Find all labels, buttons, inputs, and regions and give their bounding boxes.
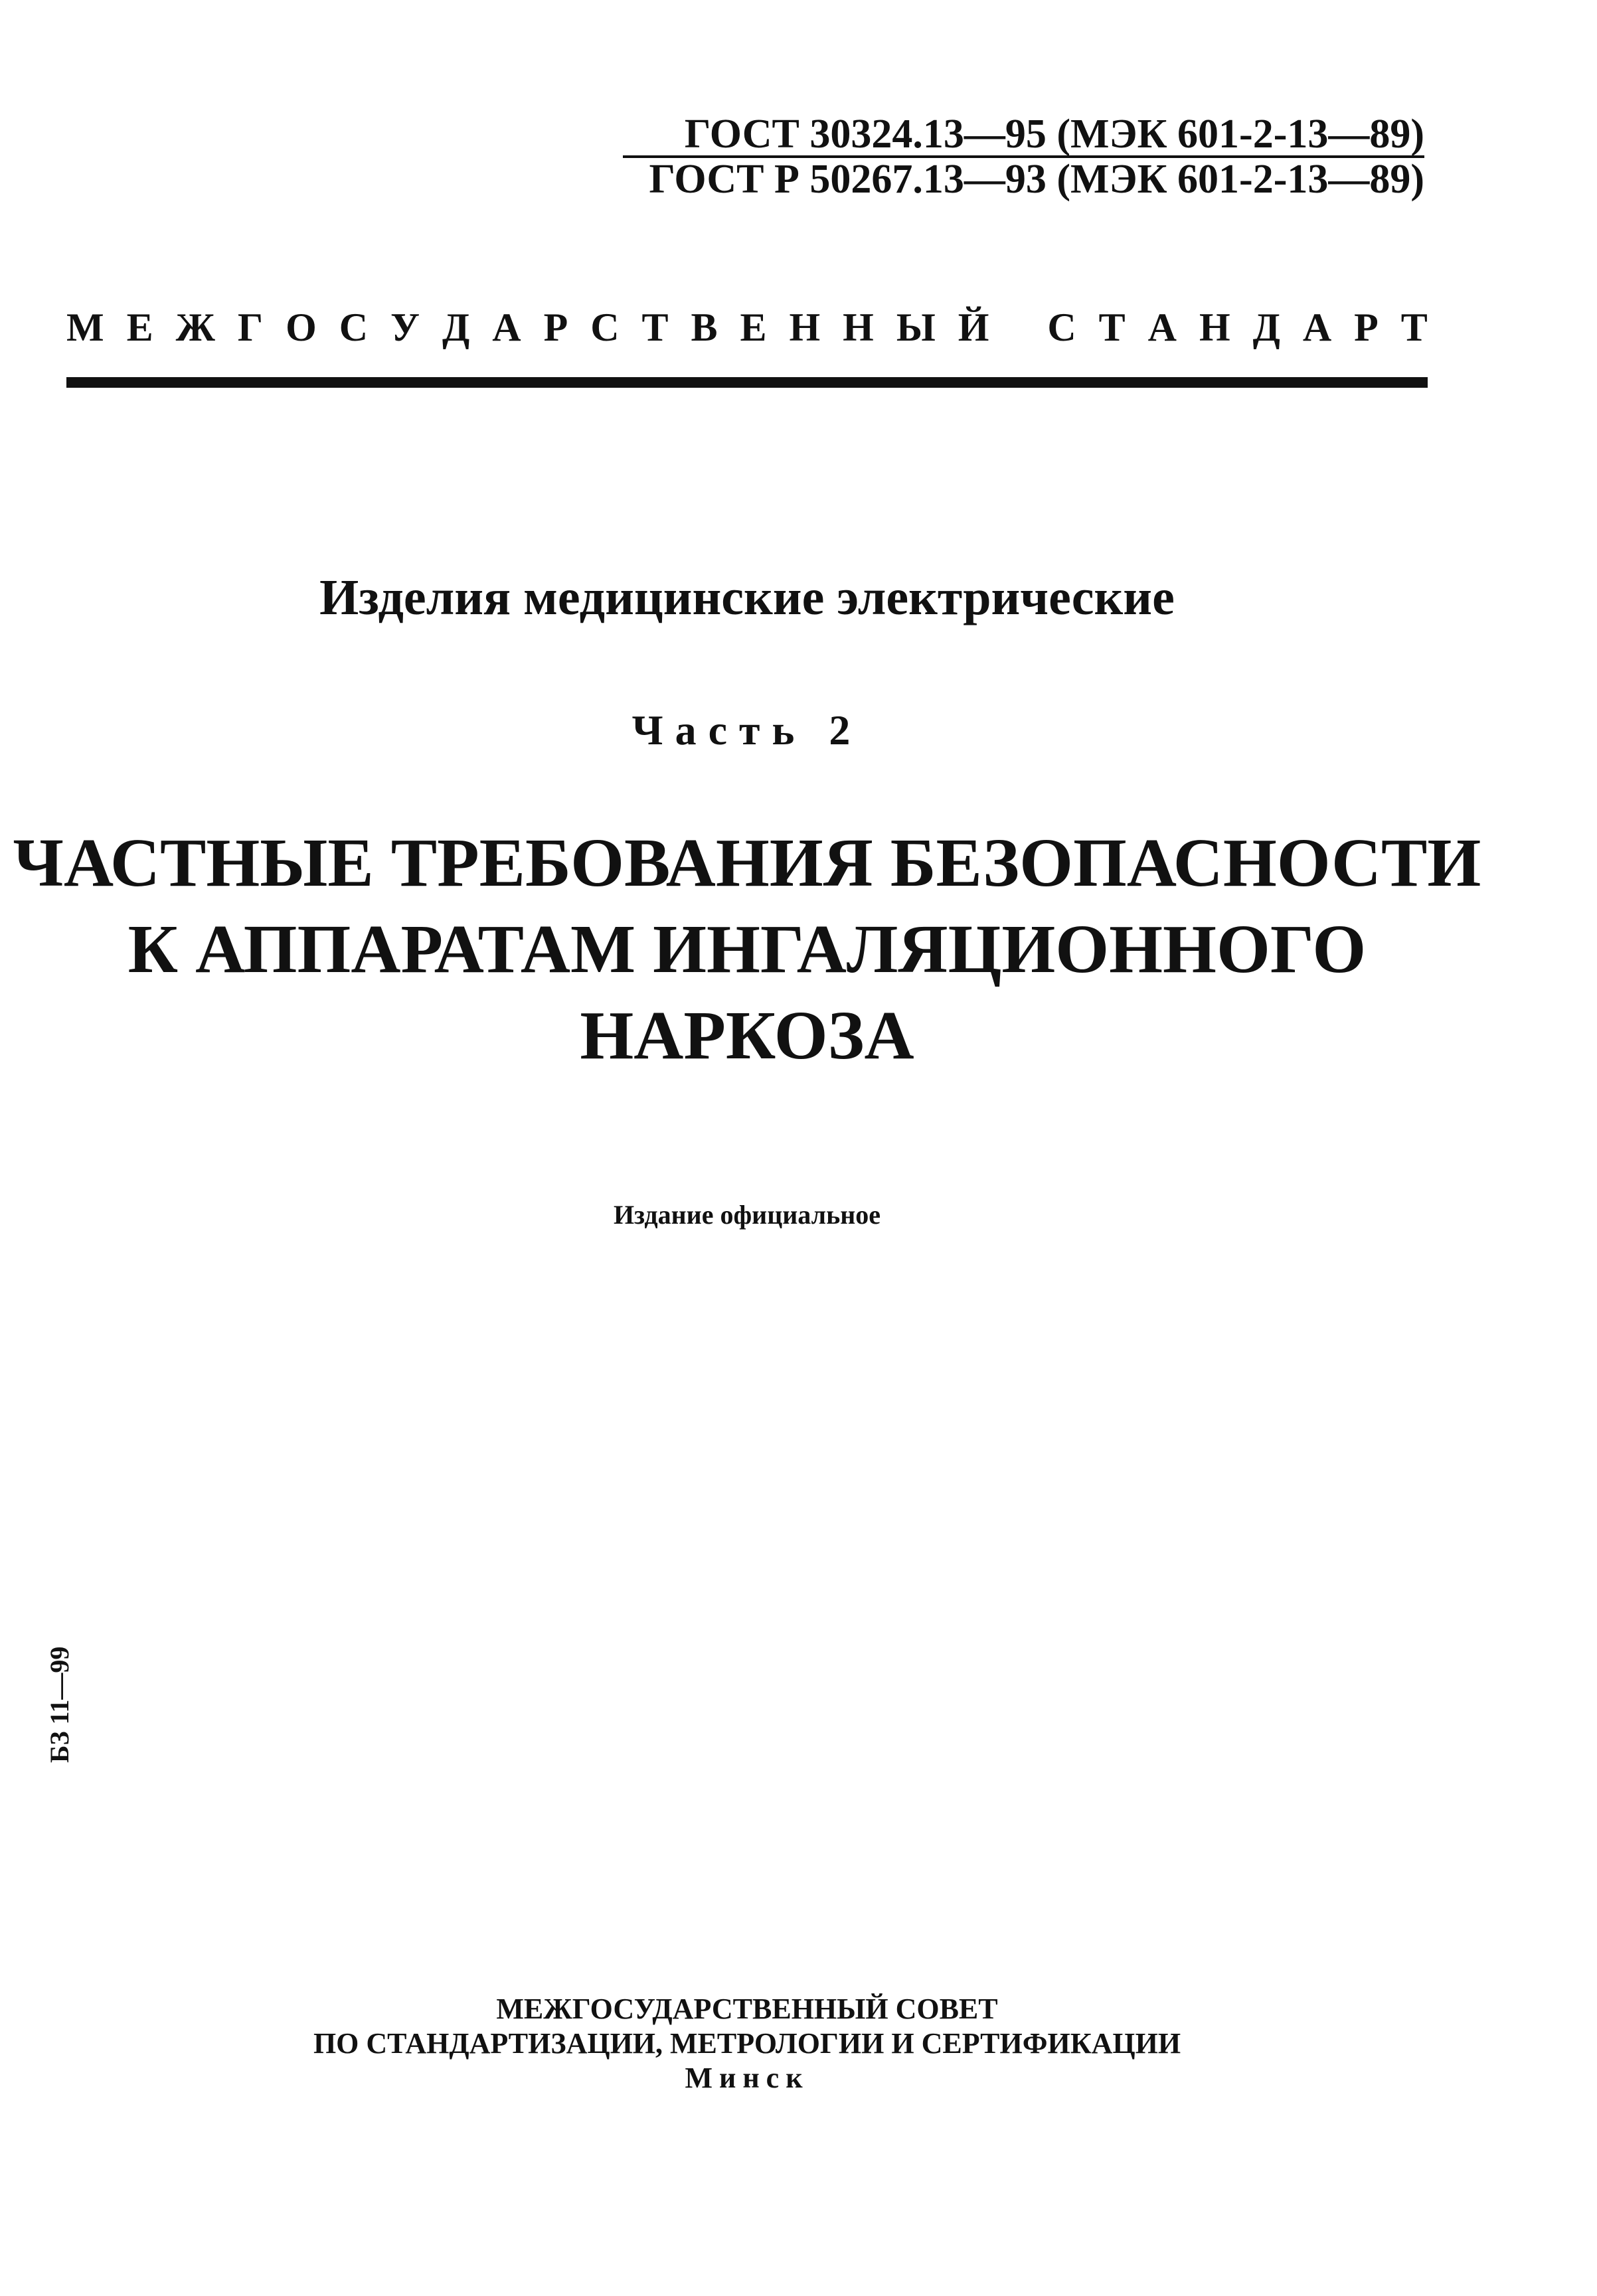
main-title-line-1: ЧАСТНЫЕ ТРЕБОВАНИЯ БЕЗОПАСНОСТИ <box>13 825 1481 901</box>
publisher-city: Минск <box>685 2062 809 2094</box>
standard-type-letter: О <box>286 305 317 349</box>
heading-divider <box>66 377 1428 388</box>
standard-type-letter: Д <box>1252 305 1280 349</box>
standard-type-letter: Н <box>789 305 821 349</box>
standard-type-letter: А <box>1147 305 1177 349</box>
designation-gost: ГОСТ 30324.13—95 (МЭК 601-2-13—89) <box>623 113 1425 158</box>
standard-type-letter: Й <box>958 305 989 349</box>
standard-type-heading <box>66 304 1428 351</box>
standard-type-letter: Д <box>442 305 470 349</box>
main-title-line-2: К АППАРАТАМ ИНГАЛЯЦИОННОГО <box>127 911 1367 987</box>
standard-designation <box>649 113 1425 201</box>
standard-type-letter: Ж <box>175 305 215 349</box>
document-part: Часть 2 <box>631 706 863 754</box>
catalog-mark: БЗ 11—99 <box>44 1646 74 1763</box>
standard-type-letter: Т <box>1400 305 1428 349</box>
publisher-line-1: МЕЖГОСУДАРСТВЕННЫЙ СОВЕТ <box>496 1993 998 2025</box>
standard-type-letter: Е <box>126 305 153 349</box>
edition-label: Издание официальное <box>613 1200 881 1230</box>
standard-type-letter: Т <box>1098 305 1126 349</box>
standard-type-letter: М <box>66 305 104 349</box>
standard-type-letter: Г <box>237 305 264 349</box>
document-main-title <box>0 820 1494 1079</box>
standard-type-letter: С <box>590 305 620 349</box>
standard-type-letter: Е <box>740 305 767 349</box>
standard-type-letter: Р <box>1354 305 1379 349</box>
standard-type-letter: Н <box>1199 305 1230 349</box>
standard-type-letter: Ы <box>896 305 936 349</box>
standard-type-letter: В <box>691 305 718 349</box>
designation-gost-r: ГОСТ Р 50267.13—93 (МЭК 601-2-13—89) <box>649 157 1424 202</box>
standard-type-word-gap <box>1011 304 1025 351</box>
standard-type-letter: Н <box>843 305 874 349</box>
publisher-line-2: ПО СТАНДАРТИЗАЦИИ, МЕТРОЛОГИИ И СЕРТИФИКАЦИИ <box>313 2027 1181 2060</box>
main-title-line-3: НАРКОЗА <box>580 997 914 1074</box>
standard-type-letter: А <box>1302 305 1332 349</box>
standard-type-letter: А <box>492 305 521 349</box>
standard-type-letter: Т <box>641 305 669 349</box>
publisher-block <box>0 1992 1494 2095</box>
standard-type-letter: У <box>390 305 420 349</box>
document-subtitle: Изделия медицинские электрические <box>319 570 1175 625</box>
standard-type-letter: С <box>1047 305 1076 349</box>
standard-type-letter: Р <box>543 305 568 349</box>
standard-type-letter: С <box>339 305 369 349</box>
